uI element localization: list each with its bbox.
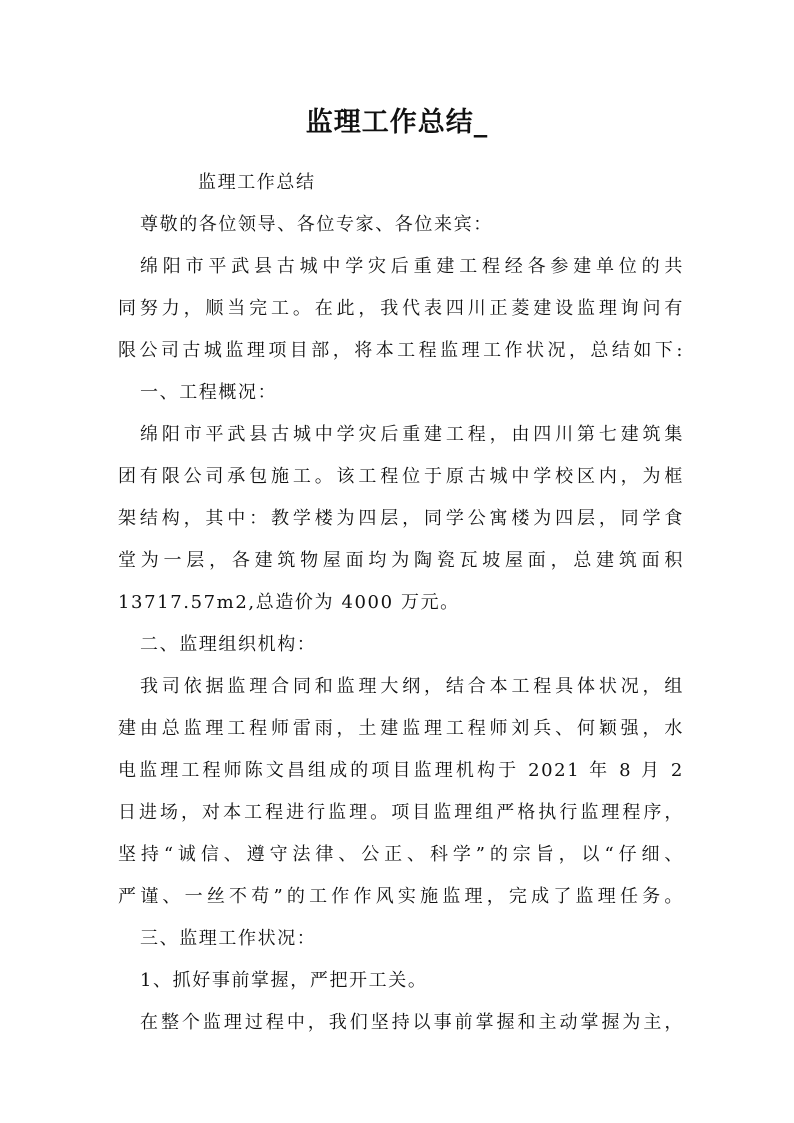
- paragraph-line: 限公司古城监理项目部，将本工程监理工作状况，总结如下:: [118, 340, 684, 361]
- salutation-line: 尊敬的各位领导、各位专家、各位来宾：: [140, 214, 493, 235]
- paragraph-line: 严谨、一丝不苟”的工作作风实施监理，完成了监理任务。: [118, 886, 684, 907]
- paragraph-line: 绵阳市平武县古城中学灾后重建工程，由四川第七建筑集: [140, 424, 684, 445]
- paragraph-line: 架结构，其中：教学楼为四层，同学公寓楼为四层，同学食: [118, 508, 684, 529]
- section-heading: 三、监理工作状况：: [140, 928, 317, 949]
- subsection-heading: 1、抓好事前掌握，严把开工关。: [140, 970, 428, 991]
- section-heading: 二、监理组织机构：: [140, 634, 317, 655]
- paragraph-line: 13717.57m2,总造价为 4000 万元。: [118, 592, 460, 613]
- paragraph-line: 建由总监理工程师雷雨，土建监理工程师刘兵、何颖强，水: [118, 718, 684, 739]
- paragraph-line: 团有限公司承包施工。该工程位于原古城中学校区内，为框: [118, 466, 684, 487]
- paragraph-line: 在整个监理过程中，我们坚持以事前掌握和主动掌握为主，: [140, 1012, 684, 1033]
- subtitle-line: 监理工作总结: [198, 172, 316, 193]
- paragraph-line: 堂为一层，各建筑物屋面均为陶瓷瓦坡屋面，总建筑面积: [118, 550, 684, 571]
- section-heading: 一、工程概况：: [140, 382, 278, 403]
- document-body: [118, 162, 684, 1044]
- paragraph-line: 我司依据监理合同和监理大纲，结合本工程具体状况，组: [140, 676, 684, 697]
- paragraph-line: 日进场，对本工程进行监理。项目监理组严格执行监理程序，: [118, 802, 684, 823]
- paragraph-line: 电监理工程师陈文昌组成的项目监理机构于 2021 年 8 月 2: [118, 760, 684, 781]
- paragraph-line: 同努力，顺当完工。在此，我代表四川正菱建设监理询问有: [118, 298, 684, 319]
- paragraph-line: 坚持“诚信、遵守法律、公正、科学”的宗旨，以“仔细、: [118, 844, 684, 865]
- paragraph-line: 绵阳市平武县古城中学灾后重建工程经各参建单位的共: [140, 256, 684, 277]
- document-title: 监理工作总结_: [305, 107, 489, 138]
